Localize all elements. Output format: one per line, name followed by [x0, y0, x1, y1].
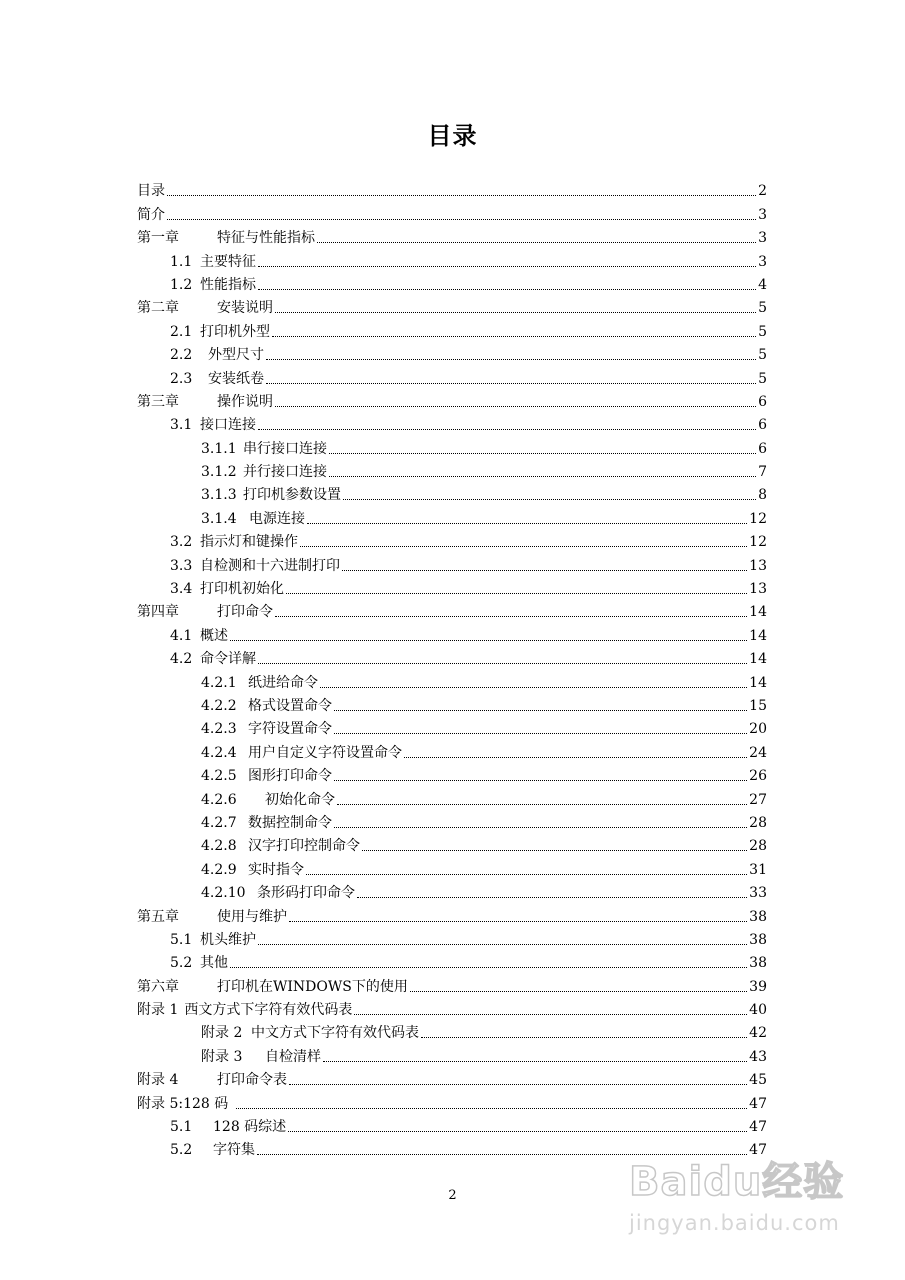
- toc-entry-title: 接口连接: [200, 417, 256, 434]
- toc-dot-leader: [323, 1060, 747, 1062]
- toc-page-number: 7: [758, 464, 767, 481]
- page-title: 目录: [427, 121, 478, 150]
- toc-dot-leader: [230, 639, 747, 641]
- toc-entry[interactable]: [137, 809, 767, 832]
- toc-entry-number: 附录 5:128 码: [137, 1095, 229, 1112]
- toc-page-number: 5: [758, 323, 767, 340]
- toc-entry-number: 附录 1: [137, 1002, 179, 1019]
- toc-entry-number: 3.4: [170, 581, 193, 598]
- toc-entry-title: 初始化命令: [265, 791, 335, 808]
- toc-entry[interactable]: [137, 1066, 767, 1089]
- toc-entry-number: 3.1.4: [201, 510, 237, 527]
- toc-entry-number: 4.2.5: [201, 768, 237, 785]
- toc-page-number: 5: [758, 300, 767, 317]
- toc-entry[interactable]: [137, 902, 767, 925]
- toc-entry-number: 4.2.9: [201, 861, 237, 878]
- toc-page-number: 14: [749, 674, 767, 691]
- toc-page-number: 39: [749, 978, 767, 995]
- toc-entry[interactable]: [137, 949, 767, 972]
- toc-entry[interactable]: [137, 692, 767, 715]
- toc-entry-title: 自检测和十六进制打印: [200, 557, 340, 574]
- toc-entry-title: 简介: [137, 206, 165, 223]
- toc-entry[interactable]: [137, 551, 767, 574]
- toc-dot-leader: [275, 615, 747, 617]
- toc-entry-number: 3.2: [170, 534, 193, 551]
- toc-entry-number: 第二章: [137, 300, 179, 317]
- toc-entry-title: 字符集: [213, 1142, 255, 1159]
- toc-entry[interactable]: [137, 1089, 767, 1112]
- toc-page-number: 13: [749, 581, 767, 598]
- toc-entry-title: 命令详解: [200, 651, 256, 668]
- toc-entry[interactable]: [137, 1113, 767, 1136]
- toc-page-number: 47: [749, 1095, 767, 1112]
- toc-entry[interactable]: [137, 224, 767, 247]
- toc-entry-number: 3.1.2: [201, 464, 237, 481]
- toc-entry-number: 4.2.1: [201, 674, 237, 691]
- toc-entry-title: 自检清样: [265, 1048, 321, 1065]
- toc-entry-number: 5.1: [170, 1119, 193, 1136]
- toc-dot-leader: [337, 803, 747, 805]
- toc-page-number: 3: [758, 230, 767, 247]
- toc-entry-title: 128 码综述: [213, 1119, 287, 1136]
- toc-entry-number: 4.2: [170, 651, 193, 668]
- toc-dot-leader: [306, 873, 747, 875]
- watermark-logo: Baidu经验: [629, 1159, 845, 1205]
- toc-entry-title: 图形打印命令: [248, 768, 332, 785]
- toc-entry[interactable]: [137, 715, 767, 738]
- toc-entry[interactable]: [137, 879, 767, 902]
- toc-entry[interactable]: [137, 200, 767, 223]
- toc-entry[interactable]: [137, 434, 767, 457]
- toc-page-number: 5: [758, 347, 767, 364]
- toc-entry-title: 西文方式下字符有效代码表: [184, 1002, 353, 1019]
- toc-page-number: 6: [758, 440, 767, 457]
- toc-entry-title: 纸进给命令: [248, 674, 318, 691]
- toc-page-number: 5: [758, 370, 767, 387]
- toc-entry-number: 2.1: [170, 323, 193, 340]
- toc-page-number: 31: [749, 861, 767, 878]
- toc-entry-title: 性能指标: [200, 276, 256, 293]
- toc-page-number: 45: [749, 1072, 767, 1089]
- toc-dot-leader: [258, 428, 756, 430]
- toc-dot-leader: [258, 265, 756, 267]
- toc-dot-leader: [289, 920, 747, 922]
- toc-entry-number: 4.2.8: [201, 838, 237, 855]
- toc-entry-number: 1.1: [170, 253, 193, 270]
- toc-dot-leader: [334, 732, 747, 734]
- toc-entry-number: 4.2.2: [201, 697, 237, 714]
- toc-dot-leader: [167, 218, 756, 220]
- toc-page-number: 6: [758, 393, 767, 410]
- toc-page-number: 47: [749, 1119, 767, 1136]
- toc-page-number: 33: [749, 885, 767, 902]
- toc-entry-number: 4.2.7: [201, 814, 237, 831]
- toc-entry-number: 第六章: [137, 978, 179, 995]
- toc-entry[interactable]: [137, 458, 767, 481]
- toc-entry-number: 3.1: [170, 417, 193, 434]
- toc-entry-title: 电源连接: [249, 510, 305, 527]
- toc-page-number: 38: [749, 955, 767, 972]
- toc-dot-leader: [266, 382, 756, 384]
- toc-dot-leader: [286, 592, 747, 594]
- toc-entry[interactable]: [137, 832, 767, 855]
- toc-entry[interactable]: [137, 926, 767, 949]
- toc-entry-number: 3.1.3: [201, 487, 237, 504]
- toc-page-number: 4: [758, 276, 767, 293]
- toc-entry[interactable]: [137, 177, 767, 200]
- toc-dot-leader: [266, 358, 756, 360]
- toc-page-number: 38: [749, 931, 767, 948]
- toc-page-number: 24: [749, 744, 767, 761]
- toc-entry-title: 目录: [137, 183, 165, 200]
- toc-entry[interactable]: [137, 364, 767, 387]
- toc-entry[interactable]: [137, 1019, 767, 1042]
- toc-page-number: 28: [749, 814, 767, 831]
- toc-entry[interactable]: [137, 271, 767, 294]
- toc-entry[interactable]: [137, 575, 767, 598]
- toc-entry-number: 第三章: [137, 393, 179, 410]
- toc-dot-leader: [342, 569, 747, 571]
- toc-page-number: 2: [758, 183, 767, 200]
- toc-entry-title: 其他: [200, 955, 228, 972]
- toc-entry-title: 安装说明: [217, 300, 273, 317]
- toc-entry-title: 条形码打印命令: [257, 885, 355, 902]
- toc-entry-number: 附录 4: [137, 1072, 179, 1089]
- watermark-url: jingyan.baidu.com: [629, 1211, 840, 1235]
- toc-entry[interactable]: [137, 668, 767, 691]
- toc-entry-title: 主要特征: [200, 253, 256, 270]
- toc-entry-title: 安装纸卷: [208, 370, 264, 387]
- toc-page-number: 20: [749, 721, 767, 738]
- toc-dot-leader: [258, 288, 756, 290]
- toc-entry-title: 外型尺寸: [208, 347, 264, 364]
- toc-page-number: 38: [749, 908, 767, 925]
- toc-entry-title: 实时指令: [248, 861, 304, 878]
- toc-entry[interactable]: [137, 762, 767, 785]
- toc-entry-number: 附录 3: [201, 1048, 243, 1065]
- toc-entry[interactable]: [137, 294, 767, 317]
- toc-dot-leader: [410, 990, 747, 992]
- toc-entry-number: 4.2.10: [201, 885, 246, 902]
- toc-page-number: 43: [749, 1048, 767, 1065]
- toc-dot-leader: [357, 896, 747, 898]
- toc-entry-title: 打印机在WINDOWS下的使用: [217, 978, 408, 995]
- toc-entry-number: 4.2.6: [201, 791, 237, 808]
- toc-entry-title: 概述: [200, 627, 228, 644]
- toc-entry[interactable]: [137, 504, 767, 527]
- toc-entry[interactable]: [137, 317, 767, 340]
- toc-dot-leader: [236, 1107, 747, 1109]
- table-of-contents: [137, 177, 767, 1159]
- toc-entry[interactable]: [137, 855, 767, 878]
- toc-entry-title: 串行接口连接: [243, 440, 327, 457]
- toc-page-number: 12: [749, 510, 767, 527]
- toc-dot-leader: [343, 498, 756, 500]
- toc-entry-title: 汉字打印控制命令: [248, 838, 360, 855]
- toc-dot-leader: [354, 1013, 747, 1015]
- toc-entry[interactable]: [137, 341, 767, 364]
- toc-entry[interactable]: [137, 481, 767, 504]
- toc-page-number: 3: [758, 253, 767, 270]
- toc-entry-number: 4.2.3: [201, 721, 237, 738]
- toc-page-number: 27: [749, 791, 767, 808]
- toc-entry-title: 中文方式下字符有效代码表: [251, 1025, 419, 1042]
- toc-dot-leader: [334, 826, 747, 828]
- toc-dot-leader: [334, 779, 747, 781]
- toc-entry-title: 机头维护: [200, 931, 256, 948]
- toc-entry-title: 打印机参数设置: [243, 487, 341, 504]
- toc-page-number: 14: [749, 627, 767, 644]
- toc-dot-leader: [288, 1130, 747, 1132]
- toc-entry-number: 5.2: [170, 1142, 193, 1159]
- toc-dot-leader: [404, 756, 747, 758]
- toc-entry-number: 2.2: [170, 347, 193, 364]
- toc-dot-leader: [421, 1036, 747, 1038]
- toc-page-number: 12: [749, 534, 767, 551]
- toc-page-number: 42: [749, 1025, 767, 1042]
- toc-entry-number: 5.1: [170, 931, 193, 948]
- toc-dot-leader: [317, 241, 756, 243]
- baidu-jingyan-watermark: [629, 1150, 849, 1238]
- toc-entry-title: 操作说明: [217, 393, 273, 410]
- toc-page-number: 47: [749, 1142, 767, 1159]
- toc-page-number: 28: [749, 838, 767, 855]
- toc-dot-leader: [320, 686, 747, 688]
- toc-entry-number: 3.3: [170, 557, 193, 574]
- toc-entry[interactable]: [137, 388, 767, 411]
- toc-entry-number: 3.1.1: [201, 440, 237, 457]
- toc-page-number: 13: [749, 557, 767, 574]
- toc-entry[interactable]: [137, 645, 767, 668]
- toc-entry-number: 附录 2: [201, 1025, 243, 1042]
- toc-page-number: 6: [758, 417, 767, 434]
- toc-entry[interactable]: [137, 785, 767, 808]
- toc-dot-leader: [258, 662, 747, 664]
- toc-entry[interactable]: [137, 247, 767, 270]
- toc-entry-number: 1.2: [170, 276, 193, 293]
- toc-page-number: 26: [749, 768, 767, 785]
- toc-entry-title: 数据控制命令: [248, 814, 332, 831]
- toc-page-number: 8: [758, 487, 767, 504]
- toc-entry[interactable]: [137, 996, 767, 1019]
- toc-dot-leader: [167, 194, 756, 196]
- toc-entry-title: 打印机外型: [200, 323, 270, 340]
- toc-page-number: 15: [749, 697, 767, 714]
- toc-page-number: 3: [758, 206, 767, 223]
- toc-dot-leader: [334, 709, 747, 711]
- toc-entry[interactable]: [137, 411, 767, 434]
- toc-entry-title: 格式设置命令: [248, 697, 332, 714]
- toc-entry-title: 打印命令表: [217, 1072, 287, 1089]
- toc-entry-number: 5.2: [170, 955, 193, 972]
- toc-dot-leader: [275, 405, 756, 407]
- toc-entry-number: 第五章: [137, 908, 179, 925]
- toc-page-number: 40: [749, 1002, 767, 1019]
- toc-dot-leader: [258, 943, 747, 945]
- toc-page-number: 14: [749, 651, 767, 668]
- toc-entry-number: 4.1: [170, 627, 193, 644]
- toc-entry-title: 用户自定义字符设置命令: [248, 744, 402, 761]
- page-number: 2: [448, 1188, 457, 1203]
- toc-dot-leader: [329, 475, 756, 477]
- toc-entry[interactable]: [137, 972, 767, 995]
- toc-entry-number: 第四章: [137, 604, 179, 621]
- toc-entry-title: 使用与维护: [217, 908, 287, 925]
- toc-entry[interactable]: [137, 598, 767, 621]
- toc-dot-leader: [300, 545, 747, 547]
- toc-entry-title: 特征与性能指标: [217, 230, 315, 247]
- toc-dot-leader: [275, 311, 756, 313]
- toc-entry[interactable]: [137, 621, 767, 644]
- toc-dot-leader: [289, 1083, 747, 1085]
- toc-entry-number: 第一章: [137, 230, 179, 247]
- toc-dot-leader: [362, 849, 747, 851]
- toc-entry[interactable]: [137, 1042, 767, 1065]
- toc-entry-number: 2.3: [170, 370, 193, 387]
- toc-entry-number: 4.2.4: [201, 744, 237, 761]
- toc-entry-title: 打印命令: [217, 604, 273, 621]
- toc-entry-title: 字符设置命令: [248, 721, 332, 738]
- toc-entry-title: 并行接口连接: [243, 464, 327, 481]
- toc-entry-title: 指示灯和键操作: [200, 534, 298, 551]
- toc-entry[interactable]: [137, 738, 767, 761]
- toc-entry-title: 打印机初始化: [200, 581, 284, 598]
- toc-page-number: 14: [749, 604, 767, 621]
- toc-dot-leader: [272, 335, 756, 337]
- toc-dot-leader: [329, 452, 756, 454]
- toc-entry[interactable]: [137, 528, 767, 551]
- toc-dot-leader: [307, 522, 747, 524]
- toc-dot-leader: [230, 966, 747, 968]
